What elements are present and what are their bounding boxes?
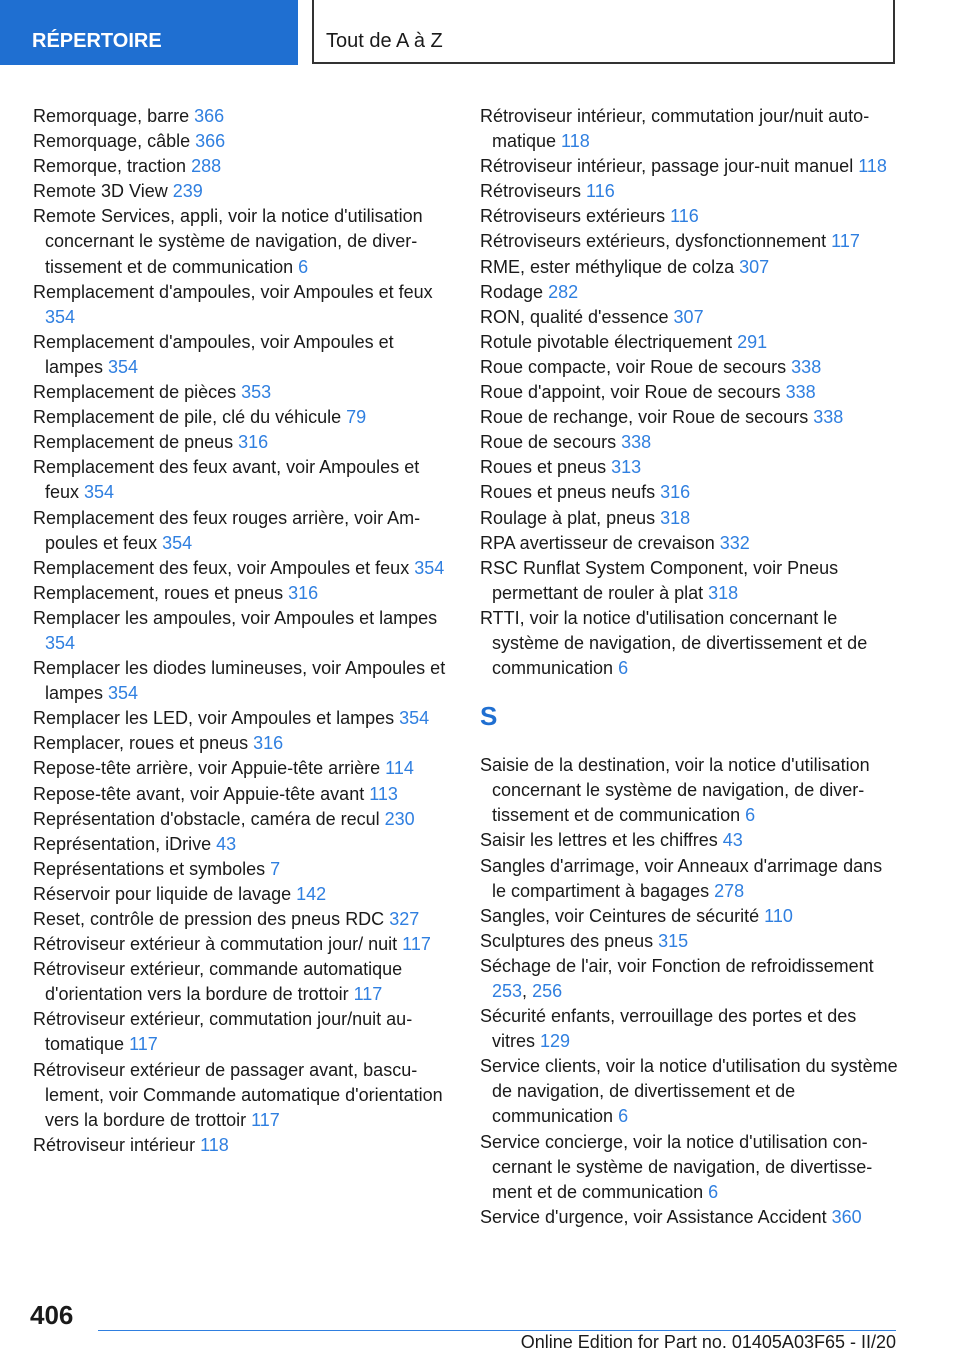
page-link[interactable]: 6 — [618, 1106, 629, 1127]
entry-text: Remplacement de pile, clé du véhicule — [33, 407, 347, 428]
page-link[interactable]: 318 — [660, 507, 691, 528]
page-link[interactable]: 366 — [194, 106, 225, 126]
index-entry — [33, 882, 451, 907]
page-link[interactable]: 278 — [714, 880, 745, 901]
entry-text: Rétroviseur extérieur, commutation jour/nuit automatique — [33, 1009, 413, 1055]
entry-text: Sangles d'arrimage, voir Anneaux d'arrimage dans le compartiment à bagages — [480, 855, 883, 901]
entry-text: Représentations et symboles — [33, 858, 271, 879]
page-link[interactable]: 315 — [658, 930, 689, 951]
entry-text: Reset, contrôle de pression des pneus RDC — [33, 909, 390, 929]
page-link[interactable]: 366 — [195, 131, 226, 152]
page-link[interactable]: 43 — [722, 830, 743, 851]
index-entry — [33, 405, 451, 430]
index-entry — [480, 430, 900, 455]
page-link[interactable]: 117 — [402, 934, 431, 955]
index-entry — [480, 330, 900, 355]
entry-text: Sculptures des pneus — [480, 930, 659, 951]
index-entry — [480, 204, 900, 229]
entry-text: Séchage de l'air, voir Fonction de refroidissement — [480, 955, 874, 976]
index-entry — [33, 656, 451, 706]
page-link[interactable]: 117 — [353, 984, 383, 1005]
entry-text: Repose-tête arrière, voir Appuie-tête arrière — [33, 758, 386, 779]
index-entry — [33, 731, 451, 756]
page-link[interactable]: 291 — [737, 331, 768, 352]
entry-text: Remplacement de pneus — [33, 432, 239, 453]
index-entry — [33, 104, 451, 129]
entry-text: Rétroviseur extérieur à commutation jour/ nuit — [33, 934, 403, 955]
page-link[interactable]: 43 — [216, 833, 237, 854]
page-link[interactable]: 316 — [660, 482, 691, 503]
index-entry — [33, 204, 451, 279]
index-entry — [480, 179, 900, 204]
entry-text: Roues et pneus — [480, 457, 612, 478]
index-entry — [33, 807, 451, 832]
entry-text: Remplacement de pièces — [33, 382, 242, 403]
page-link[interactable]: 332 — [719, 532, 750, 553]
index-entry — [480, 1004, 900, 1054]
page-link[interactable]: 118 — [561, 131, 590, 152]
entry-text: Rétroviseur intérieur, passage jour-nuit manuel — [480, 156, 859, 177]
index-entry — [480, 280, 900, 305]
entry-text: Saisir les lettres et les chiffres — [480, 830, 723, 851]
page-link[interactable]: 6 — [298, 256, 309, 277]
entry-text: Remplacer les LED, voir Ampoules et lampes — [33, 708, 400, 729]
page-link[interactable]: 118 — [858, 156, 887, 177]
entry-text: Roue d'appoint, voir Roue de secours — [480, 382, 786, 403]
entry-text: Roues et pneus neufs — [480, 482, 661, 503]
section-tab[interactable]: RÉPERTOIRE — [0, 0, 298, 65]
index-entry — [480, 255, 900, 280]
entry-text: Remorquage, barre — [33, 106, 195, 126]
index-entry — [33, 1007, 451, 1057]
page-link[interactable]: 307 — [673, 306, 704, 327]
index-entry — [480, 753, 900, 828]
index-entry — [480, 506, 900, 531]
page-link[interactable]: 316 — [238, 432, 269, 453]
entry-text: Remote Services, appli, voir la notice d'utilisation concernant le système de navigation, de divertissement et de communication — [33, 206, 423, 277]
index-entry — [480, 854, 900, 904]
entry-text: Rétroviseur intérieur — [33, 1134, 201, 1155]
entry-text: RTTI, voir la notice d'utilisation concernant le système de navigation, de divertissement et de communication — [480, 607, 868, 679]
page-link[interactable]: 282 — [548, 281, 579, 302]
index-entry — [480, 104, 900, 154]
page-number: 406 — [30, 1300, 74, 1330]
page-link[interactable]: 354 — [84, 482, 115, 503]
index-entry — [33, 581, 451, 606]
page-link[interactable]: 354 — [399, 708, 430, 729]
page-link[interactable]: 354 — [108, 683, 139, 704]
entry-text: Repose-tête avant, voir Appuie-tête avant — [33, 783, 370, 804]
page-link[interactable]: 338 — [791, 356, 822, 377]
page-link[interactable]: 129 — [540, 1031, 571, 1052]
index-entry — [480, 380, 900, 405]
index-entry — [480, 154, 900, 179]
index-entry — [33, 556, 451, 581]
index-entry — [480, 405, 900, 430]
page-link[interactable]: 6 — [708, 1181, 719, 1202]
index-entry — [33, 506, 451, 556]
index-entry — [33, 154, 451, 179]
page-link[interactable]: 353 — [241, 382, 272, 403]
entry-text: Remplacement des feux, voir Ampoules et feux — [33, 557, 415, 578]
page-link[interactable]: 110 — [764, 905, 793, 926]
page-link[interactable]: 338 — [785, 382, 816, 403]
index-entry — [480, 1130, 900, 1205]
entry-text: Saisie de la destination, voir la notice d'utilisation concernant le système de navigation, de divertissement et de communication — [480, 755, 870, 826]
index-list-r — [480, 104, 900, 681]
index-entry — [33, 330, 451, 380]
index-column-right — [480, 104, 900, 1230]
page-link[interactable]: 116 — [670, 206, 699, 227]
entry-text: RPA avertisseur de crevaison — [480, 532, 720, 553]
index-entry — [480, 828, 900, 853]
index-entry: Séchage de l'air, voir Fonction de refroidissement 253, 256 — [480, 955, 874, 1001]
index-entry — [33, 957, 451, 1007]
index-entry — [480, 556, 900, 606]
page-link[interactable]: 354 — [45, 632, 76, 653]
index-entry — [33, 782, 451, 807]
index-entry — [480, 455, 900, 480]
page-link[interactable]: 360 — [831, 1206, 862, 1227]
entry-text: Sangles, voir Ceintures de sécurité — [480, 905, 765, 926]
entry-text: Remplacer les diodes lumineuses, voir Ampoules et lampes — [33, 658, 446, 704]
page-link[interactable]: 142 — [296, 883, 327, 904]
entry-text: Rétroviseurs extérieurs, dysfonctionnement — [480, 231, 832, 252]
entry-text: Roulage à plat, pneus — [480, 507, 661, 528]
entry-text: Remote 3D View — [33, 181, 173, 202]
page-link[interactable]: 288 — [191, 156, 222, 177]
index-entry — [480, 606, 900, 681]
page-link[interactable]: 79 — [346, 407, 367, 428]
page-link[interactable]: 354 — [414, 557, 445, 578]
index-list-s — [480, 753, 900, 1230]
page-link[interactable]: 117 — [251, 1109, 280, 1130]
index-entry — [33, 380, 451, 405]
index-entry — [33, 455, 451, 505]
page-link[interactable]: 230 — [384, 808, 415, 829]
index-entry — [480, 305, 900, 330]
entry-text: Rétroviseurs — [480, 181, 587, 202]
page-link[interactable]: 318 — [708, 582, 739, 603]
page-link[interactable]: 6 — [618, 658, 629, 679]
index-entry — [33, 606, 451, 656]
page-link[interactable]: 256 — [532, 981, 563, 1001]
footer-edition: Online Edition for Part no. 01405A03F65 - II/20 — [520, 1332, 896, 1352]
page-link[interactable]: 117 — [831, 231, 860, 252]
index-entry — [33, 280, 451, 330]
entry-text: Remplacement d'ampoules, voir Ampoules et feux — [33, 281, 433, 302]
page-link[interactable]: 338 — [813, 407, 844, 428]
entry-text: Service concierge, voir la notice d'utilisation concernant le système de navigation, de divertissement et de communication — [480, 1131, 873, 1202]
page-link[interactable]: 354 — [108, 356, 139, 377]
page-link[interactable]: 116 — [586, 181, 615, 202]
index-entry — [33, 832, 451, 857]
page-link[interactable]: 354 — [45, 306, 76, 327]
index-entry — [480, 355, 900, 380]
entry-text: RME, ester méthylique de colza — [480, 256, 740, 277]
entry-text: Roue de secours — [480, 432, 622, 453]
entry-text: Rétroviseurs extérieurs — [480, 206, 671, 227]
page-link[interactable]: 316 — [288, 582, 319, 603]
page-link[interactable]: 253 — [492, 981, 523, 1001]
entry-text: Remplacer, roues et pneus — [33, 733, 254, 754]
index-entry — [480, 531, 900, 556]
entry-text: Réservoir pour liquide de lavage — [33, 883, 297, 904]
entry-text: Remplacement des feux rouges arrière, voir Ampoules et feux — [33, 507, 421, 553]
entry-text: RSC Runflat System Component, voir Pneus permettant de rouler à plat — [480, 557, 839, 603]
entry-text: RON, qualité d'essence — [480, 306, 674, 327]
page-link[interactable]: 327 — [389, 909, 420, 929]
index-entry — [33, 932, 451, 957]
index-column-left — [33, 104, 451, 1158]
index-entry — [33, 706, 451, 731]
index-entry — [480, 929, 900, 954]
entry-text: Représentation, iDrive — [33, 833, 217, 854]
entry-text: Rétroviseur intérieur, commutation jour/nuit automatique — [480, 106, 870, 152]
entry-text: Rotule pivotable électriquement — [480, 331, 738, 352]
index-entry — [480, 480, 900, 505]
index-entry — [33, 129, 451, 154]
index-entry — [480, 1205, 900, 1230]
page-link[interactable]: 117 — [129, 1034, 158, 1055]
page-link[interactable]: 313 — [611, 457, 642, 478]
entry-text: Sécurité enfants, verrouillage des portes et des vitres — [480, 1006, 857, 1052]
page-link[interactable]: 354 — [162, 532, 193, 553]
page-link[interactable]: 307 — [739, 256, 770, 277]
page-link[interactable]: 338 — [621, 432, 652, 453]
entry-text: Remorquage, câble — [33, 131, 196, 152]
index-entry — [33, 430, 451, 455]
page-link[interactable]: 113 — [369, 783, 398, 804]
entry-text: Rétroviseur extérieur, commande automatique d'orientation vers la bordure de trottoir — [33, 959, 403, 1005]
section-letter-s: S — [480, 701, 498, 732]
index-entry — [33, 907, 451, 932]
entry-text: Représentation d'obstacle, caméra de recul — [33, 808, 385, 829]
page-link[interactable]: 6 — [745, 805, 756, 826]
page-title: Tout de A à Z — [312, 0, 895, 64]
entry-text: Roue compacte, voir Roue de secours — [480, 356, 792, 377]
entry-text: Remplacement des feux avant, voir Ampoules et feux — [33, 457, 420, 503]
index-entry — [480, 904, 900, 929]
entry-text: Remorque, traction — [33, 156, 192, 177]
page-link[interactable]: 239 — [172, 181, 203, 202]
page-link[interactable]: 7 — [270, 858, 281, 879]
index-entry — [33, 1058, 451, 1133]
entry-text: Service d'urgence, voir Assistance Accident — [480, 1206, 832, 1227]
entry-text: Roue de rechange, voir Roue de secours — [480, 407, 814, 428]
entry-text: Rétroviseur extérieur de passager avant, basculement, voir Commande automatique d'orientation vers la bordure de trottoir — [33, 1059, 443, 1130]
entry-text: Remplacement, roues et pneus — [33, 582, 289, 603]
index-entry — [480, 229, 900, 254]
index-entry — [33, 179, 451, 204]
index-entry — [480, 1054, 900, 1129]
index-entry — [33, 756, 451, 781]
entry-text: Remplacer les ampoules, voir Ampoules et lampes — [33, 607, 438, 628]
page-link[interactable]: 118 — [200, 1134, 229, 1155]
index-entry — [33, 1133, 451, 1158]
entry-text: Rodage — [480, 281, 549, 302]
page-link[interactable]: 316 — [253, 733, 284, 754]
entry-text: Service clients, voir la notice d'utilisation du système de navigation, de divertissement et de communication — [480, 1056, 898, 1127]
page-link[interactable]: 114 — [385, 758, 414, 779]
entry-text: Remplacement d'ampoules, voir Ampoules et lampes — [33, 331, 394, 377]
index-entry — [33, 857, 451, 882]
footer-rule — [98, 1330, 896, 1331]
